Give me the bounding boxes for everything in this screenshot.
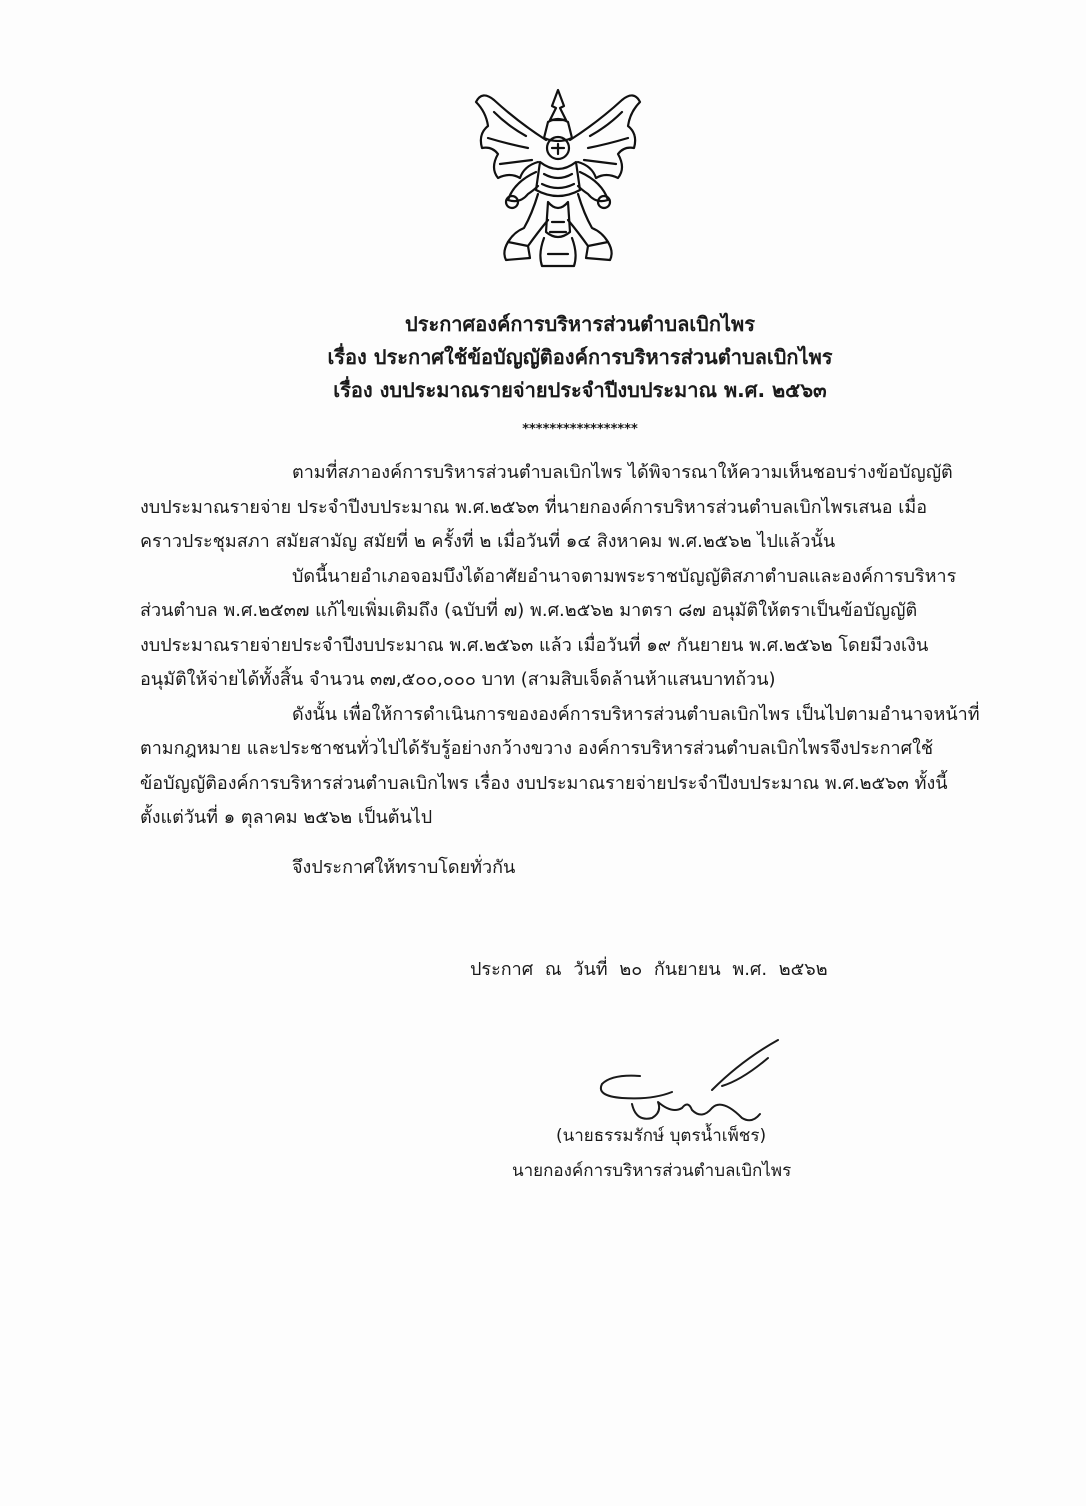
paragraph-1-line-2: งบประมาณรายจ่าย ประจำปีงบประมาณ พ.ศ.๒๕๖๓ ที่นายกองค์การบริหารส่วนตำบลเบิกไพรเสนอ เมื่อ [140,496,928,518]
paragraph-2-line-2: ส่วนตำบล พ.ศ.๒๕๓๗ แก้ไขเพิ่มเติมถึง (ฉบับที่ ๗) พ.ศ.๒๕๖๒ มาตรา ๘๗ อนุมัติให้ตราเป็นข้อบัญญัติ [140,600,918,621]
paragraph-2-line-4: อนุมัติให้จ่ายได้ทั้งสิ้น จำนวน ๓๗,๕๐๐,๐๐๐ บาท (สามสิบเจ็ดล้านห้าแสนบาทถ้วน) [140,669,776,690]
signer-name: (นายธรรมรักษ์ บุตรน้ำเพ็ชร) [556,1126,767,1146]
title-line-1: ประกาศองค์การบริหารส่วนตำบลเบิกไพร [405,312,755,336]
signer-position: นายกองค์การบริหารส่วนตำบลเบิกไพร [512,1161,792,1181]
announcement-title [200,308,960,407]
separator-stars: ***************** [522,422,638,437]
paragraph-3-line-3: ข้อบัญญัติองค์การบริหารส่วนตำบลเบิกไพร เรื่อง งบประมาณรายจ่ายประจำปีงบประมาณ พ.ศ.๒๕๖๓ ทั้งนี้ [140,772,948,794]
garuda-emblem-icon [468,82,648,272]
paragraph-2-line-3: งบประมาณรายจ่ายประจำปีงบประมาณ พ.ศ.๒๕๖๓ แล้ว เมื่อวันที่ ๑๙ กันยายน พ.ศ.๒๕๖๒ โดยมีวงเงิน [140,634,929,656]
closing-statement: จึงประกาศให้ทราบโดยทั่วกัน [292,857,516,878]
paragraph-1-line-3: คราวประชุมสภา สมัยสามัญ สมัยที่ ๒ ครั้งที่ ๒ เมื่อวันที่ ๑๔ สิงหาคม พ.ศ.๒๕๖๒ ไปแล้วนั้น [140,531,836,552]
announcement-date: ประกาศ ณ วันที่ ๒๐ กันยายน พ.ศ. ๒๕๖๒ [470,959,828,980]
announcement-body [140,456,1020,836]
paragraph-3-line-4: ตั้งแต่วันที่ ๑ ตุลาคม ๒๕๖๒ เป็นต้นไป [140,807,433,828]
paragraph-3-line-1: ดังนั้น เพื่อให้การดำเนินการขององค์การบริหารส่วนตำบลเบิกไพร เป็นไปตามอำนาจหน้าที่ [292,703,980,725]
paragraph-2-line-1: บัดนี้นายอำเภอจอมบึงได้อาศัยอำนาจตามพระราชบัญญัติสภาตำบลและองค์การบริหาร [292,565,957,587]
paragraph-3-line-2: ตามกฎหมาย และประชาชนทั่วไปได้รับรู้อย่างกว้างขวาง องค์การบริหารส่วนตำบลเบิกไพรจึงประกาศใช้ [140,738,934,759]
title-line-2: เรื่อง ประกาศใช้ข้อบัญญัติองค์การบริหารส่วนตำบลเบิกไพร [327,345,833,369]
paragraph-1-line-1: ตามที่สภาองค์การบริหารส่วนตำบลเบิกไพร ได้พิจารณาให้ความเห็นชอบร่างข้อบัญญัติ [292,462,953,483]
title-line-3: เรื่อง งบประมาณรายจ่ายประจำปีงบประมาณ พ.ศ. ๒๕๖๓ [333,378,827,402]
handwritten-signature [592,1030,792,1130]
